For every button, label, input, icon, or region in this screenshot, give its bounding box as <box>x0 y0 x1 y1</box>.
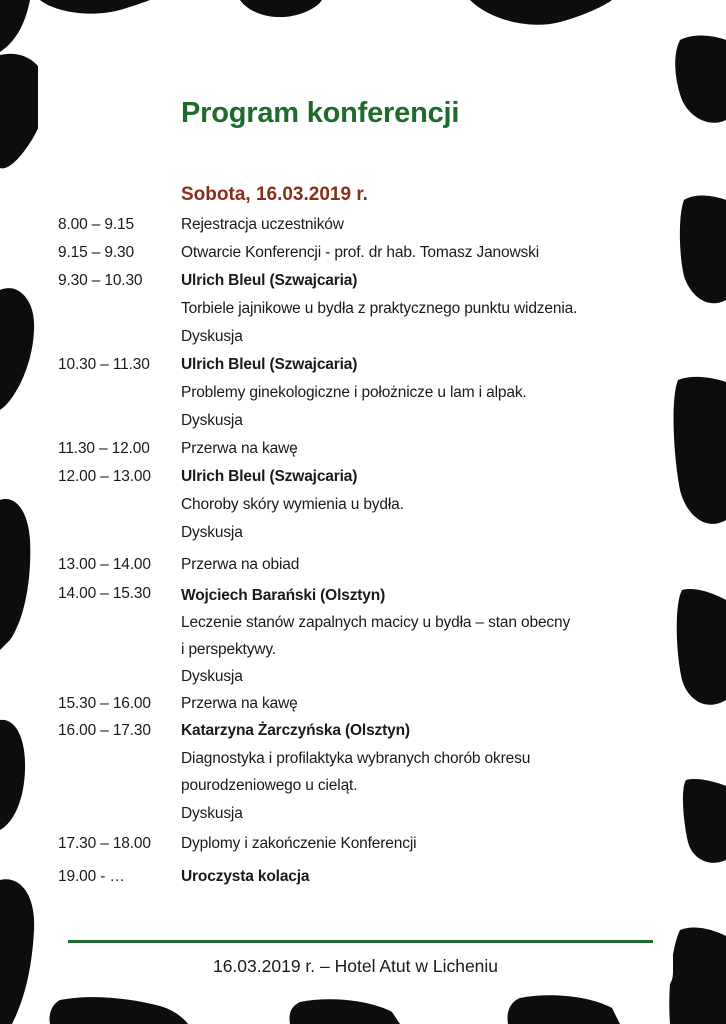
cow-spot <box>508 995 621 1024</box>
cow-spot <box>40 0 150 14</box>
schedule-text: Uroczysta kolacja <box>181 868 310 885</box>
schedule-time: 19.00 - … <box>58 868 125 885</box>
schedule-time: 9.30 – 10.30 <box>58 272 143 289</box>
cow-spot <box>683 779 726 863</box>
speaker-name: Ulrich Bleul (Szwajcaria) <box>181 272 358 289</box>
footer-venue: 16.03.2019 r. – Hotel Atut w Licheniu <box>212 956 499 976</box>
schedule-text: Przerwa na kawę <box>181 440 298 457</box>
discussion-label: Dyskusja <box>181 524 243 541</box>
talk-title: Torbiele jajnikowe u bydła z praktycznego punktu widzenia. <box>181 300 578 317</box>
schedule-time: 16.00 – 17.30 <box>58 722 151 739</box>
talk-title: i perspektywy. <box>181 641 276 658</box>
discussion-label: Dyskusja <box>181 805 243 822</box>
schedule-time: 11.30 – 12.00 <box>58 440 150 457</box>
discussion-label: Dyskusja <box>181 328 243 345</box>
speaker-name: Ulrich Bleul (Szwajcaria) <box>181 356 358 373</box>
schedule-time: 10.30 – 11.30 <box>58 356 150 373</box>
schedule-time: 17.30 – 18.00 <box>58 835 151 852</box>
talk-title: pourodzeniowego u cieląt. <box>181 777 358 794</box>
speaker-name: Katarzyna Żarczyńska (Olsztyn) <box>181 722 410 739</box>
discussion-label: Dyskusja <box>181 412 243 429</box>
program-card <box>38 43 673 995</box>
cow-spot <box>289 999 400 1024</box>
footer-divider <box>68 940 653 943</box>
schedule-time: 8.00 – 9.15 <box>58 216 134 233</box>
cow-spot <box>669 928 726 1024</box>
schedule-time: 13.00 – 14.00 <box>58 556 151 573</box>
cow-spot <box>0 720 25 830</box>
cow-spot <box>677 589 726 705</box>
cow-spot <box>680 196 726 304</box>
schedule-text: Przerwa na obiad <box>181 556 300 573</box>
schedule-text: Dyplomy i zakończenie Konferencji <box>181 835 417 852</box>
cow-spot <box>240 0 322 17</box>
schedule-text: Otwarcie Konferencji - prof. dr hab. Tomasz Janowski <box>181 244 540 261</box>
cow-spot <box>0 879 34 1024</box>
page-title: Program konferencji <box>181 97 460 129</box>
talk-title: Diagnostyka i profilaktyka wybranych chorób okresu <box>181 750 531 767</box>
cow-spot <box>0 499 30 650</box>
cow-spot <box>674 377 726 524</box>
talk-title: Problemy ginekologiczne i położnicze u lam i alpak. <box>181 384 527 401</box>
cow-spot <box>0 0 30 52</box>
cow-spot <box>470 0 612 25</box>
schedule-time: 15.30 – 16.00 <box>58 695 151 712</box>
schedule-time: 12.00 – 13.00 <box>58 468 151 485</box>
cow-spot <box>675 36 726 123</box>
talk-title: Leczenie stanów zapalnych macicy u bydła – stan obecny <box>181 614 571 631</box>
speaker-name: Ulrich Bleul (Szwajcaria) <box>181 468 358 485</box>
discussion-label: Dyskusja <box>181 668 243 685</box>
talk-title: Choroby skóry wymienia u bydła. <box>181 496 404 513</box>
schedule-text: Przerwa na kawę <box>181 695 298 712</box>
cow-spot <box>49 997 188 1024</box>
speaker-name: Wojciech Barański (Olsztyn) <box>181 587 386 604</box>
schedule-text: Rejestracja uczestników <box>181 216 344 233</box>
schedule-time: 9.15 – 9.30 <box>58 244 134 261</box>
day-heading: Sobota, 16.03.2019 r. <box>181 184 368 205</box>
cow-spot <box>0 288 34 410</box>
schedule-time: 14.00 – 15.30 <box>58 585 151 602</box>
